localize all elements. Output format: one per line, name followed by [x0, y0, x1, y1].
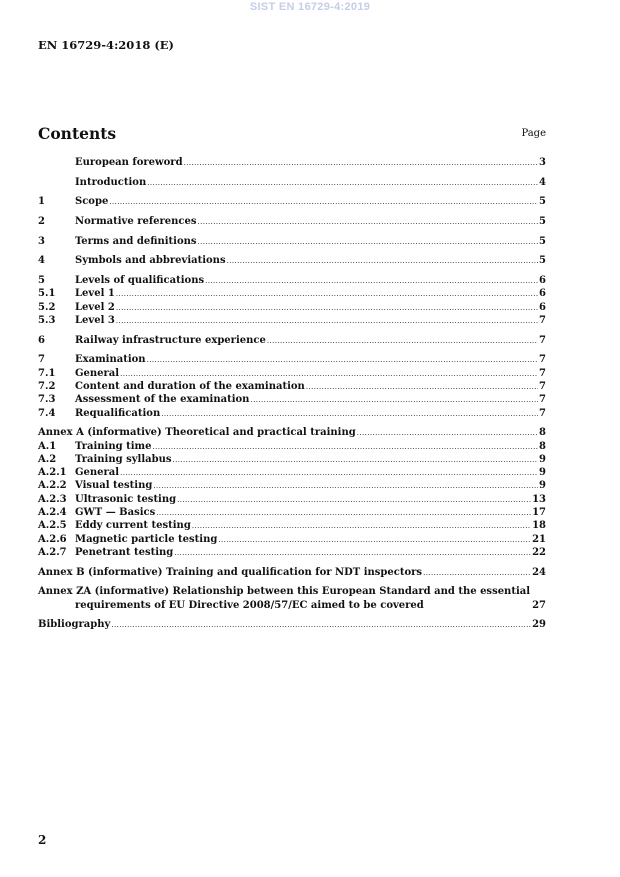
toc-page: 13 [532, 493, 546, 505]
dot-leader [306, 381, 538, 394]
toc-entry-content-duration[interactable] [38, 380, 546, 393]
toc-page: 5 [539, 196, 546, 208]
dot-leader [198, 236, 539, 249]
toc-number: 6 [38, 334, 45, 346]
toc-number: A.2.6 [38, 533, 67, 545]
toc-page: 6 [539, 275, 546, 287]
dot-leader [147, 177, 538, 190]
toc-page: 9 [539, 480, 546, 492]
toc-number: 7.2 [38, 380, 56, 392]
toc-entry-bibliography[interactable] [38, 618, 546, 631]
document-id: EN 16729-4:2018 (E) [38, 38, 174, 52]
toc-number: 7 [38, 354, 45, 366]
contents-title: Contents [38, 124, 117, 143]
toc-page: 8 [539, 427, 546, 439]
watermark: SIST EN 16729-4:2019 [249, 1, 371, 13]
toc-title: Examination [75, 354, 146, 366]
toc-number: A.2.7 [38, 546, 67, 558]
toc-entry-assessment[interactable] [38, 393, 546, 406]
page-column-label: Page [521, 128, 546, 139]
toc-entry-annex-za[interactable] [38, 585, 546, 612]
toc-page: 5 [539, 255, 546, 267]
dot-leader [423, 567, 531, 580]
toc-page: 22 [532, 546, 546, 558]
toc-number: A.1 [38, 440, 57, 452]
dot-leader [267, 335, 538, 348]
dot-leader [156, 507, 531, 520]
toc-title: Level 3 [75, 315, 115, 327]
dot-leader [205, 275, 538, 288]
toc-number: 7.3 [38, 394, 56, 406]
dot-leader [184, 157, 538, 170]
toc-title: Eddy current testing [75, 520, 191, 532]
toc-title: General [75, 367, 120, 379]
toc-number: 5.3 [38, 315, 56, 327]
toc-entry-symbols-abbreviations[interactable] [38, 254, 546, 267]
toc-number: 5.1 [38, 288, 56, 300]
toc-page: 29 [532, 619, 546, 631]
toc-title-line-1: Annex ZA (informative) Relationship between this European Standard and the essential [38, 586, 531, 598]
toc-entry-examination[interactable] [38, 353, 546, 366]
toc-page: 8 [539, 440, 546, 452]
dot-leader [147, 354, 538, 367]
toc-title: Introduction [75, 176, 147, 188]
toc-entry-terms-definitions[interactable] [38, 235, 546, 248]
toc-number: 4 [38, 255, 45, 267]
toc-entry-a21-general[interactable] [38, 466, 546, 479]
toc-title: GWT — Basics [75, 507, 156, 519]
toc-page: 27 [532, 599, 546, 611]
toc-title: Assessment of the examination [75, 394, 250, 406]
toc-title: Scope [75, 196, 109, 208]
toc-page: 7 [539, 315, 546, 327]
toc-page: 9 [539, 467, 546, 479]
dot-leader [116, 288, 538, 301]
toc-title: Magnetic particle testing [75, 533, 218, 545]
toc-title: European foreword [75, 157, 183, 168]
toc-page: 24 [532, 566, 546, 578]
toc-number: A.2.2 [38, 480, 67, 492]
toc-title: Content and duration of the examination [75, 380, 305, 392]
dot-leader [153, 480, 538, 493]
toc-entry-scope[interactable] [38, 195, 546, 208]
toc-number: 7.1 [38, 367, 56, 379]
toc-entry-annex-b[interactable] [38, 566, 546, 579]
toc-title: Training syllabus [75, 453, 172, 465]
toc-page: 7 [539, 394, 546, 406]
dot-leader [198, 216, 539, 229]
toc-entry-magnetic-particle[interactable] [38, 533, 546, 546]
toc-entry-ultrasonic-testing[interactable] [38, 493, 546, 506]
toc-title: Annex B (informative) Training and qualification for NDT inspectors [38, 566, 423, 578]
toc-entry-gwt-basics[interactable] [38, 506, 546, 519]
toc-title: Training time [75, 440, 152, 452]
toc-number: A.2.5 [38, 520, 67, 532]
toc-title: General [75, 467, 120, 479]
dot-leader [227, 255, 538, 268]
toc-entry-railway-experience[interactable] [38, 334, 546, 347]
dot-leader [174, 547, 531, 560]
toc-number: 7.4 [38, 407, 56, 419]
toc-title: Terms and definitions [75, 235, 197, 247]
toc-entry-normative-references[interactable] [38, 215, 546, 228]
toc-number: 2 [38, 216, 45, 228]
toc-entry-general[interactable] [38, 367, 546, 380]
toc-page: 18 [532, 520, 546, 532]
toc-entry-level-3[interactable] [38, 314, 546, 327]
dot-leader [120, 467, 538, 480]
toc-title: Railway infrastructure experience [75, 334, 266, 346]
toc-title: Requalification [75, 407, 161, 419]
toc-page: 5 [539, 235, 546, 247]
toc-page: 3 [539, 157, 546, 168]
toc-number: A.2.1 [38, 467, 67, 479]
dot-leader [218, 534, 531, 547]
toc-title: Ultrasonic testing [75, 493, 177, 505]
dot-leader [177, 494, 531, 507]
toc-title: Annex A (informative) Theoretical and practical training [38, 427, 356, 439]
toc-title: Bibliography [38, 619, 111, 631]
toc-page: 7 [539, 407, 546, 419]
toc-page: 17 [532, 507, 546, 519]
toc-number: A.2.4 [38, 507, 67, 519]
dot-leader [250, 394, 538, 407]
toc-entry-training-time[interactable] [38, 440, 546, 453]
toc-entry-training-syllabus[interactable] [38, 453, 546, 466]
toc-entry-levels-of-qualifications[interactable] [38, 274, 546, 287]
toc-entry-annex-a[interactable] [38, 426, 546, 439]
toc-number: 5.2 [38, 301, 56, 313]
dot-leader [109, 196, 538, 209]
toc-number: 1 [38, 196, 45, 208]
dot-leader [161, 408, 538, 421]
toc-number: A.2.3 [38, 493, 67, 505]
table-of-contents [38, 156, 546, 632]
dot-leader [116, 302, 538, 315]
toc-title: Levels of qualifications [75, 275, 205, 287]
toc-entry-european-foreword[interactable] [38, 156, 546, 169]
dot-leader [111, 619, 531, 632]
toc-title: Symbols and abbreviations [75, 255, 226, 267]
toc-entry-penetrant-testing[interactable] [38, 546, 546, 559]
toc-page: 7 [539, 354, 546, 366]
toc-number: 3 [38, 235, 45, 247]
dot-leader [192, 520, 531, 533]
toc-entry-level-2[interactable] [38, 301, 546, 314]
toc-title: Normative references [75, 216, 197, 228]
toc-title: Level 2 [75, 301, 115, 313]
toc-title-line-2: requirements of EU Directive 2008/57/EC aimed to be covered [75, 599, 424, 611]
toc-title [38, 585, 530, 612]
page-number: 2 [38, 833, 47, 847]
dot-leader [120, 368, 538, 381]
toc-page: 7 [539, 380, 546, 392]
dot-leader [357, 427, 538, 440]
toc-entry-requalification[interactable] [38, 407, 546, 420]
dot-leader [152, 441, 538, 454]
toc-title: Penetrant testing [75, 546, 174, 558]
toc-entry-eddy-current[interactable] [38, 519, 546, 532]
dot-leader [116, 315, 538, 328]
toc-title: Visual testing [75, 480, 153, 492]
dot-leader [172, 454, 538, 467]
toc-entry-introduction[interactable] [38, 176, 546, 189]
toc-page: 5 [539, 216, 546, 228]
toc-entry-visual-testing[interactable] [38, 479, 546, 492]
toc-entry-level-1[interactable] [38, 287, 546, 300]
toc-page: 9 [539, 453, 546, 465]
toc-page: 21 [532, 533, 546, 545]
toc-number: A.2 [38, 453, 57, 465]
toc-page: 7 [539, 367, 546, 379]
toc-title: Level 1 [75, 288, 115, 300]
toc-page: 6 [539, 288, 546, 300]
toc-number: 5 [38, 275, 45, 287]
toc-page: 6 [539, 301, 546, 313]
toc-page: 4 [539, 176, 546, 188]
toc-page: 7 [539, 334, 546, 346]
